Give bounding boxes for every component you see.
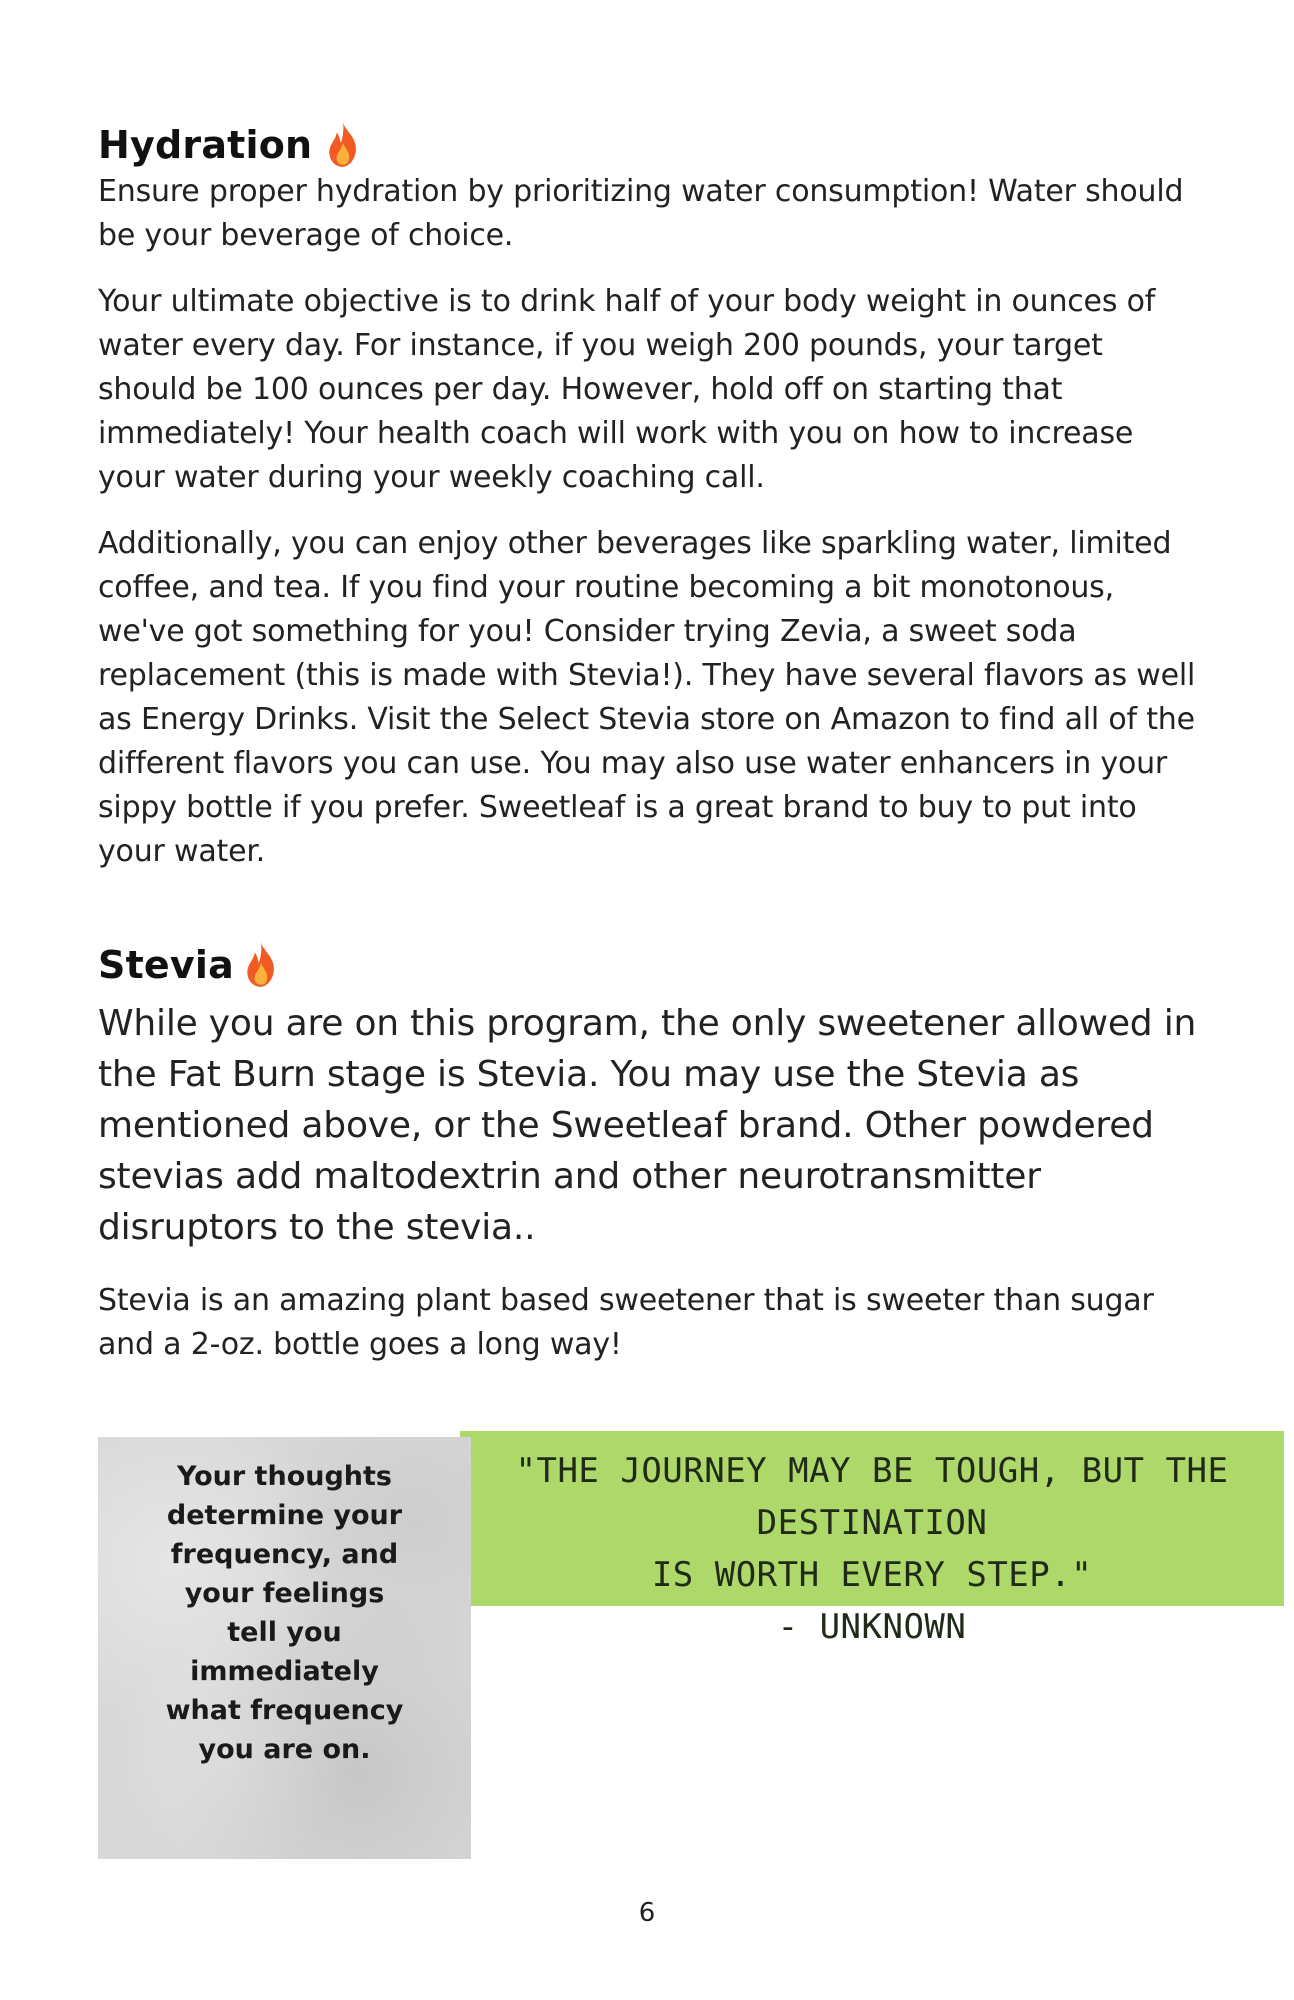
stevia-paragraph-1: While you are on this program, the only sweetener allowed in the Fat Burn stage is Stevia. You may use the Stevia as mentioned above, or the Sweetleaf brand. Other powdered stevias add maltodextrin and other neurotransmitter disruptors to the stevia.. <box>98 1003 1197 1248</box>
thoughts-quote-text: Your thoughts determine your frequency, and your feelings tell you immediately what frequency you are on. <box>165 1461 404 1765</box>
quote-line-2: IS WORTH EVERY STEP." <box>651 1555 1093 1595</box>
stevia-heading <box>98 940 1208 990</box>
hydration-heading <box>98 120 1208 170</box>
hydration-section <box>98 120 1208 874</box>
hydration-paragraph-2: Your ultimate objective is to drink half of your body weight in ounces of water every day. For instance, if you weigh 200 pounds, your target should be 100 ounces per day. However, hold off on starting that immediately! Your health coach will work with you on how to increase your water during your weekly coaching call. <box>98 284 1156 495</box>
page-number: 6 <box>638 1898 656 1928</box>
quote-banner <box>460 1431 1284 1647</box>
stevia-section <box>98 940 1208 1367</box>
thoughts-quote-card <box>98 1437 471 1859</box>
hydration-paragraph-3: Additionally, you can enjoy other beverages like sparkling water, limited coffee, and tea. If you find your routine becoming a bit monotonous, we've got something for you! Consider trying Zevia, a sweet soda replacement (this is made with Stevia!). They have several flavors as well as Energy Drinks. Visit the Select Stevia store on Amazon to find all of the different flavors you can use. You may also use water enhancers in your sippy bottle if you prefer. Sweetleaf is a great brand to buy to put into your water. <box>98 526 1196 869</box>
hydration-heading-text: Hydration <box>98 123 313 167</box>
stevia-heading-text: Stevia <box>98 943 234 987</box>
quote-banner-text <box>480 1445 1264 1653</box>
flame-icon <box>240 940 282 990</box>
flame-icon <box>322 120 364 170</box>
quote-attribution: - UNKNOWN <box>777 1607 967 1647</box>
quote-line-1: "THE JOURNEY MAY BE TOUGH, BUT THE DESTINATION <box>515 1451 1229 1543</box>
stevia-paragraph-2: Stevia is an amazing plant based sweetener that is sweeter than sugar and a 2-oz. bottle goes a long way! <box>98 1283 1154 1362</box>
hydration-paragraph-1: Ensure proper hydration by prioritizing water consumption! Water should be your beverage of choice. <box>98 174 1184 253</box>
